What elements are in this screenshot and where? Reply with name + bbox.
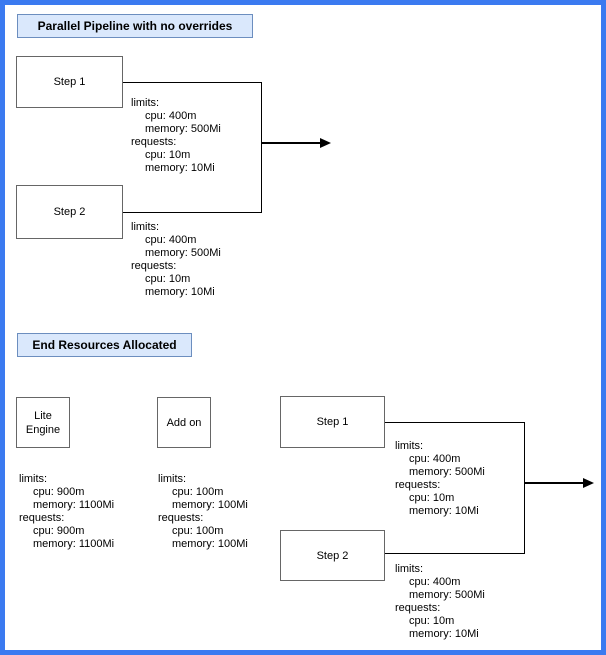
flow-arrow-bottom-shaft (525, 482, 585, 484)
resource-line: cpu: 400m (145, 234, 197, 246)
resource-line: cpu: 900m (33, 525, 85, 537)
resources-lite-engine (19, 473, 114, 551)
resources-add-on (158, 473, 248, 551)
section-title-parallel-pipeline: Parallel Pipeline with no overrides (17, 14, 253, 38)
node-lite-engine (16, 397, 70, 448)
resources-step1-top (131, 97, 221, 175)
resource-line: requests: (131, 136, 177, 148)
node-step2-top-label: Step 2 (53, 206, 86, 218)
resource-line: memory: 10Mi (145, 162, 215, 174)
resource-line: cpu: 100m (172, 525, 224, 537)
arrow-head-icon (320, 138, 331, 148)
resource-line: memory: 500Mi (145, 247, 221, 259)
resource-line: cpu: 400m (409, 453, 461, 465)
resource-line: requests: (395, 602, 441, 614)
arrow-head-icon (583, 478, 594, 488)
resource-line: limits: (131, 221, 160, 233)
resources-step2-top (131, 221, 221, 299)
resource-line: memory: 500Mi (409, 466, 485, 478)
node-add-on (157, 397, 211, 448)
resource-line: cpu: 10m (409, 615, 455, 627)
resource-line: requests: (158, 512, 204, 524)
resource-line: cpu: 10m (409, 492, 455, 504)
node-lite-engine-label-line1: Lite (34, 409, 52, 422)
node-step1-top (16, 56, 123, 108)
resource-line: memory: 1100Mi (33, 538, 115, 550)
resource-line: cpu: 100m (172, 486, 224, 498)
node-step1-top-label: Step 1 (53, 76, 86, 88)
resource-line: requests: (131, 260, 177, 272)
resource-line: cpu: 10m (145, 149, 191, 161)
resource-line: limits: (19, 473, 48, 485)
resource-line: memory: 10Mi (409, 628, 479, 640)
node-step1-bottom (280, 396, 385, 448)
resource-line: limits: (395, 563, 424, 575)
node-step2-top (16, 185, 123, 239)
flow-arrow-top-shaft (262, 142, 322, 144)
node-step2-bottom (280, 530, 385, 581)
resource-line: cpu: 400m (409, 576, 461, 588)
resource-line: memory: 100Mi (172, 499, 248, 511)
resource-line: requests: (395, 479, 441, 491)
resource-line: memory: 500Mi (409, 589, 485, 601)
resource-line: memory: 100Mi (172, 538, 248, 550)
resource-line: limits: (131, 97, 160, 109)
resource-line: limits: (158, 473, 187, 485)
resource-line: memory: 1100Mi (33, 499, 115, 511)
resource-line: limits: (395, 440, 424, 452)
resource-line: memory: 500Mi (145, 123, 221, 135)
resource-line: requests: (19, 512, 65, 524)
node-lite-engine-label-line2: Engine (25, 423, 61, 436)
resource-line: cpu: 400m (145, 110, 197, 122)
node-add-on-label: Add on (166, 416, 202, 429)
node-step2-bottom-label: Step 2 (316, 549, 349, 562)
resource-line: cpu: 10m (145, 273, 191, 285)
section-title-end-resources: End Resources Allocated (17, 333, 192, 357)
resource-line: cpu: 900m (33, 486, 85, 498)
resources-step1-bottom (395, 440, 485, 518)
resources-step2-bottom (395, 563, 485, 641)
resource-line: memory: 10Mi (409, 505, 479, 517)
resource-line: memory: 10Mi (145, 286, 215, 298)
node-step1-bottom-label: Step 1 (316, 416, 349, 428)
